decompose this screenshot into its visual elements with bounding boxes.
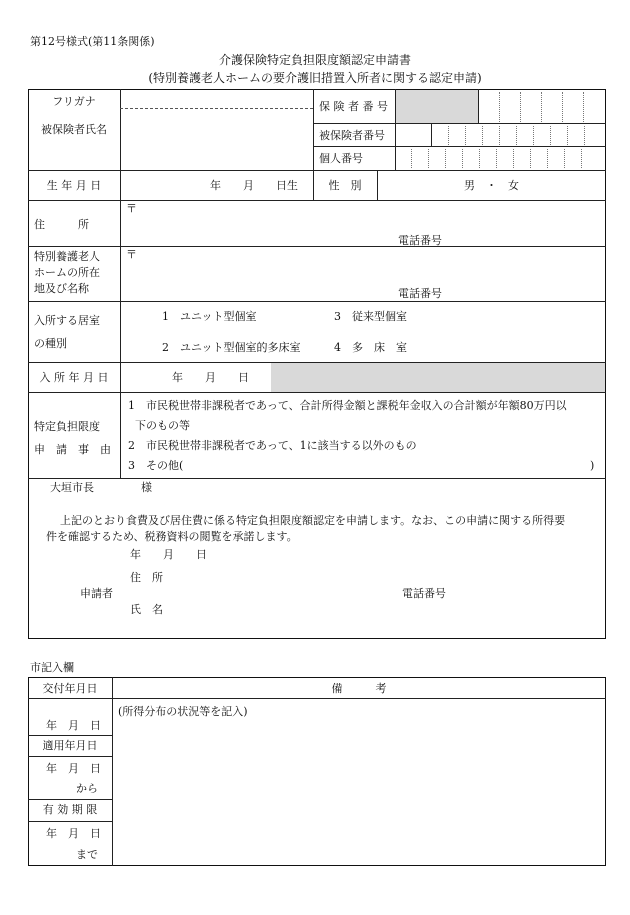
insured-name-field[interactable] [122, 110, 312, 169]
room-option-4[interactable]: 4 多 床 室 [334, 341, 407, 354]
room-option-3[interactable]: 3 従来型個室 [334, 310, 407, 323]
admission-date-label: 入 所 年 月 日 [39, 371, 109, 384]
address-phone-label: 電話番号 [398, 234, 442, 247]
addressee: 大垣市長 [50, 481, 94, 494]
applicant-name-label: 氏 名 [130, 603, 163, 616]
admission-shaded-area [271, 363, 605, 392]
validity-until: まで [76, 848, 98, 861]
validity-label: 有 効 期 限 [42, 803, 98, 816]
birthdate-value[interactable]: 年 月 日生 [210, 179, 298, 192]
facility-label-line3: 地及び名称 [34, 282, 89, 295]
personal-number-label: 個人番号 [319, 152, 363, 165]
apply-date-label: 適用年月日 [42, 739, 98, 752]
reason-label-line2: 申 請 事 由 [34, 443, 111, 456]
sex-options[interactable]: 男 ・ 女 [464, 179, 519, 192]
sex-label: 性 別 [328, 179, 362, 192]
facility-label-line2: ホームの所在 [34, 266, 100, 279]
birthdate-label: 生 年 月 日 [46, 179, 102, 192]
reason-option-3-close: ) [590, 459, 595, 472]
insured-number-field[interactable] [432, 124, 605, 146]
facility-phone-label: 電話番号 [398, 287, 442, 300]
room-option-1[interactable]: 1 ユニット型個室 [162, 310, 257, 323]
furigana-divider [120, 108, 313, 109]
insured-name-label: 被保険者氏名 [41, 123, 107, 136]
facility-field[interactable] [122, 248, 604, 299]
reason-label-line1: 特定負担限度 [34, 420, 100, 433]
remarks-field[interactable] [114, 722, 604, 864]
address-label: 住 所 [34, 218, 89, 231]
addressee-honorific: 様 [141, 481, 152, 494]
room-type-label-line2: の種別 [34, 337, 67, 350]
apply-date-value[interactable]: 年 月 日 [46, 762, 101, 775]
remarks-note: (所得分布の状況等を記入) [118, 705, 248, 718]
applicant-address-label: 住 所 [130, 571, 163, 584]
admission-date-value[interactable]: 年 月 日 [172, 371, 249, 384]
form-number: 第12号様式(第11条関係) [30, 35, 155, 48]
declaration-date[interactable]: 年 月 日 [130, 548, 207, 561]
postal-mark: 〒 [126, 202, 137, 215]
reason-option-1-cont: 下のもの等 [135, 419, 190, 432]
city-section-heading: 市記入欄 [30, 661, 74, 674]
issue-date-label: 交付年月日 [42, 682, 98, 695]
insured-number-label: 被保険者番号 [319, 129, 385, 142]
personal-number-field[interactable] [396, 147, 605, 170]
facility-postal-mark: 〒 [126, 248, 137, 261]
furigana-field[interactable] [122, 90, 312, 107]
insurer-number-shaded-cell [396, 90, 478, 123]
room-type-label-line1: 入所する居室 [34, 314, 100, 327]
form-title: 介護保険特定負担限度額認定申請書 [218, 53, 411, 67]
furigana-label: フリガナ [52, 95, 96, 108]
apply-date-from: から [76, 782, 98, 795]
insurer-number-label: 保 険 者 番 号 [319, 100, 388, 113]
facility-label-line1: 特別養護老人 [34, 250, 100, 263]
issue-date-value[interactable]: 年 月 日 [46, 719, 101, 732]
declaration-text-line1: 上記のとおり食費及び居住費に係る特定負担限度額認定を申請します。なお、この申請に関する所得要 [60, 514, 566, 527]
insurer-number-field[interactable] [479, 90, 605, 123]
room-option-2[interactable]: 2 ユニット型個室的多床室 [162, 341, 301, 354]
address-field[interactable] [122, 202, 604, 247]
form-subtitle: (特別養護老人ホームの要介護旧措置入所者に関する認定申請) [148, 71, 482, 85]
declaration-text-line2: 件を確認するため、税務資料の閲覧を承諾します。 [46, 530, 298, 543]
applicant-phone-label: 電話番号 [402, 587, 446, 600]
validity-date-value[interactable]: 年 月 日 [46, 827, 101, 840]
remarks-label: 備 考 [331, 682, 387, 695]
reason-option-2[interactable]: 2 市民税世帯非課税者であって、1に該当する以外のもの [128, 439, 417, 452]
applicant-label: 申請者 [80, 587, 113, 600]
reason-option-1[interactable]: 1 市民税世帯非課税者であって、合計所得金額と課税年金収入の合計額が年額80万円以 [128, 399, 567, 412]
reason-option-3[interactable]: 3 その他( [128, 459, 184, 472]
